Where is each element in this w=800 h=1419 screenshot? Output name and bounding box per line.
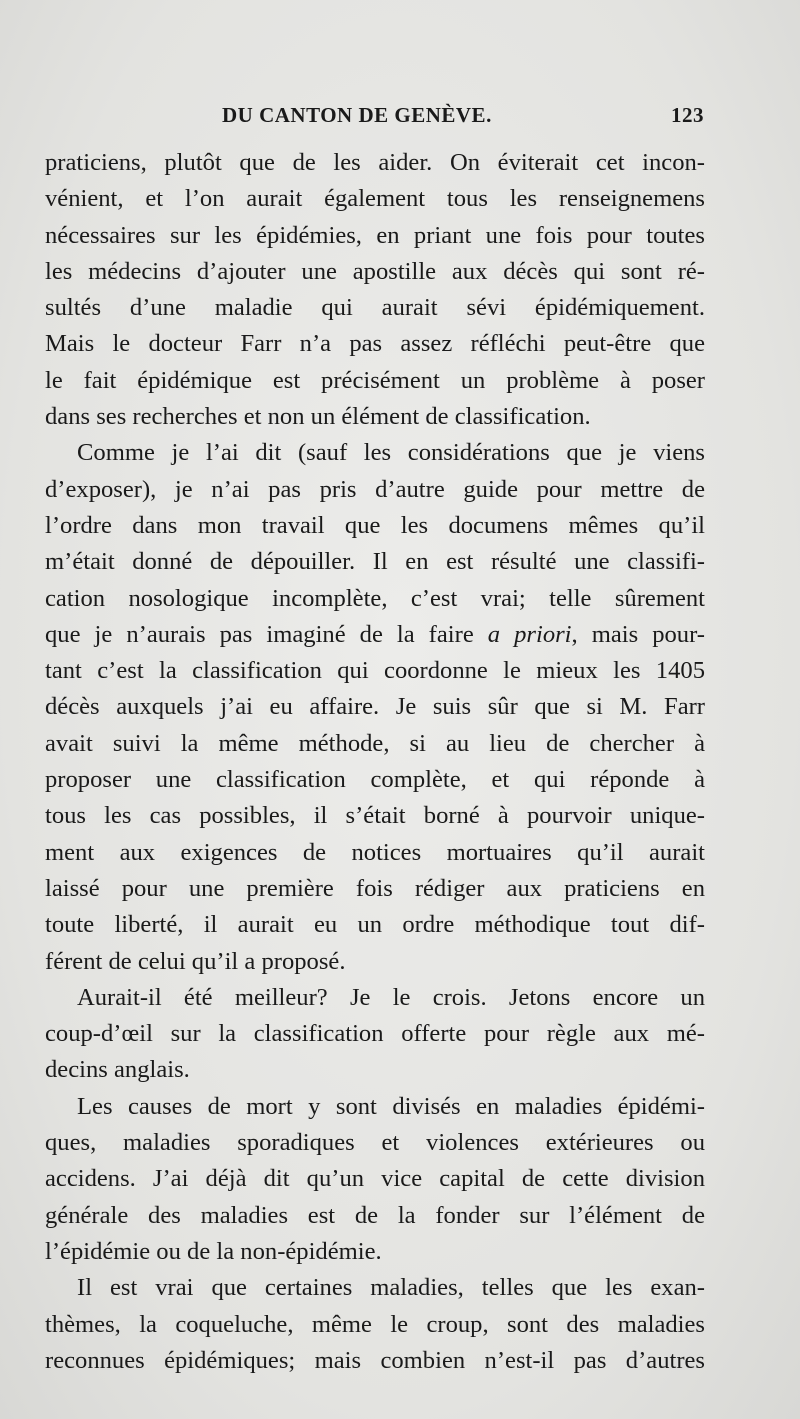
line-segment: , mais pour- [571, 620, 705, 648]
text-line: nécessaires sur les épidémies, en priant une fois pour toutes [45, 221, 705, 249]
text-line: décès auxquels j’ai eu affaire. Je suis sûr que si M. Farr [45, 693, 705, 721]
text-line: proposer une classification complète, et qui réponde à [45, 766, 705, 794]
text-line: férent de celui qu’il a proposé. [45, 947, 346, 975]
text-line: Aurait-il été meilleur? Je le crois. Jetons encore un [77, 983, 705, 1011]
text-line: Comme je l’ai dit (sauf les considérations que je viens [77, 439, 705, 467]
text-line: toute liberté, il aurait eu un ordre méthodique tout dif- [45, 911, 705, 939]
text-line: sultés d’une maladie qui aurait sévi épidémiquement. [45, 294, 705, 322]
text-line: générale des maladies est de la fonder sur l’élément de [45, 1201, 705, 1229]
text-line: Mais le docteur Farr n’a pas assez réfléchi peut-être que [45, 330, 705, 358]
text-line: les médecins d’ajouter une apostille aux décès qui sont ré- [45, 257, 705, 285]
running-title: DU CANTON DE GENÈVE. [222, 103, 492, 127]
text-line: l’épidémie ou de la non-épidémie. [45, 1237, 382, 1265]
body-text [45, 145, 705, 1379]
text-line: accidens. J’ai déjà dit qu’un vice capital de cette division [45, 1165, 705, 1193]
text-line: ques, maladies sporadiques et violences extérieures ou [45, 1129, 705, 1157]
text-line: m’était donné de dépouiller. Il en est résulté une classifi- [45, 548, 705, 576]
text-line: decins anglais. [45, 1056, 190, 1084]
text-line: laissé pour une première fois rédiger aux praticiens en [45, 874, 705, 902]
text-line: cation nosologique incomplète, c’est vrai; telle sûrement [45, 584, 705, 612]
italic-phrase: a priori [487, 620, 572, 648]
page-number: 123 [671, 103, 704, 127]
text-line: coup-d’œil sur la classification offerte pour règle aux mé- [45, 1020, 705, 1048]
text-line: thèmes, la coqueluche, même le croup, sont des maladies [45, 1310, 705, 1338]
text-line: avait suivi la même méthode, si au lieu de chercher à [45, 729, 705, 757]
line-segment: que je n’aurais pas imaginé de la faire [45, 620, 474, 648]
text-line: tant c’est la classification qui coordonne le mieux les 1405 [45, 657, 705, 685]
text-line: tous les cas possibles, il s’était borné à pourvoir unique- [45, 802, 705, 830]
text-line: reconnues épidémiques; mais combien n’est-il pas d’autres [45, 1346, 705, 1374]
text-line: praticiens, plutôt que de les aider. On éviterait cet incon- [45, 149, 705, 176]
text-line: Il est vrai que certaines maladies, telles que les exan- [77, 1274, 705, 1302]
text-line: vénient, et l’on aurait également tous les renseignemens [45, 185, 705, 213]
text-line: le fait épidémique est précisément un problème à poser [45, 366, 705, 394]
text-line: dans ses recherches et non un élément de classification. [45, 403, 591, 431]
text-line: l’ordre dans mon travail que les documens mêmes qu’il [45, 511, 705, 539]
running-head [44, 103, 704, 133]
text-line-mixed [45, 617, 705, 653]
text-line: Les causes de mort y sont divisés en maladies épidémi- [77, 1092, 705, 1120]
text-line: d’exposer), je n’ai pas pris d’autre guide pour mettre de [45, 475, 705, 503]
text-line: ment aux exigences de notices mortuaires qu’il aurait [45, 838, 705, 866]
